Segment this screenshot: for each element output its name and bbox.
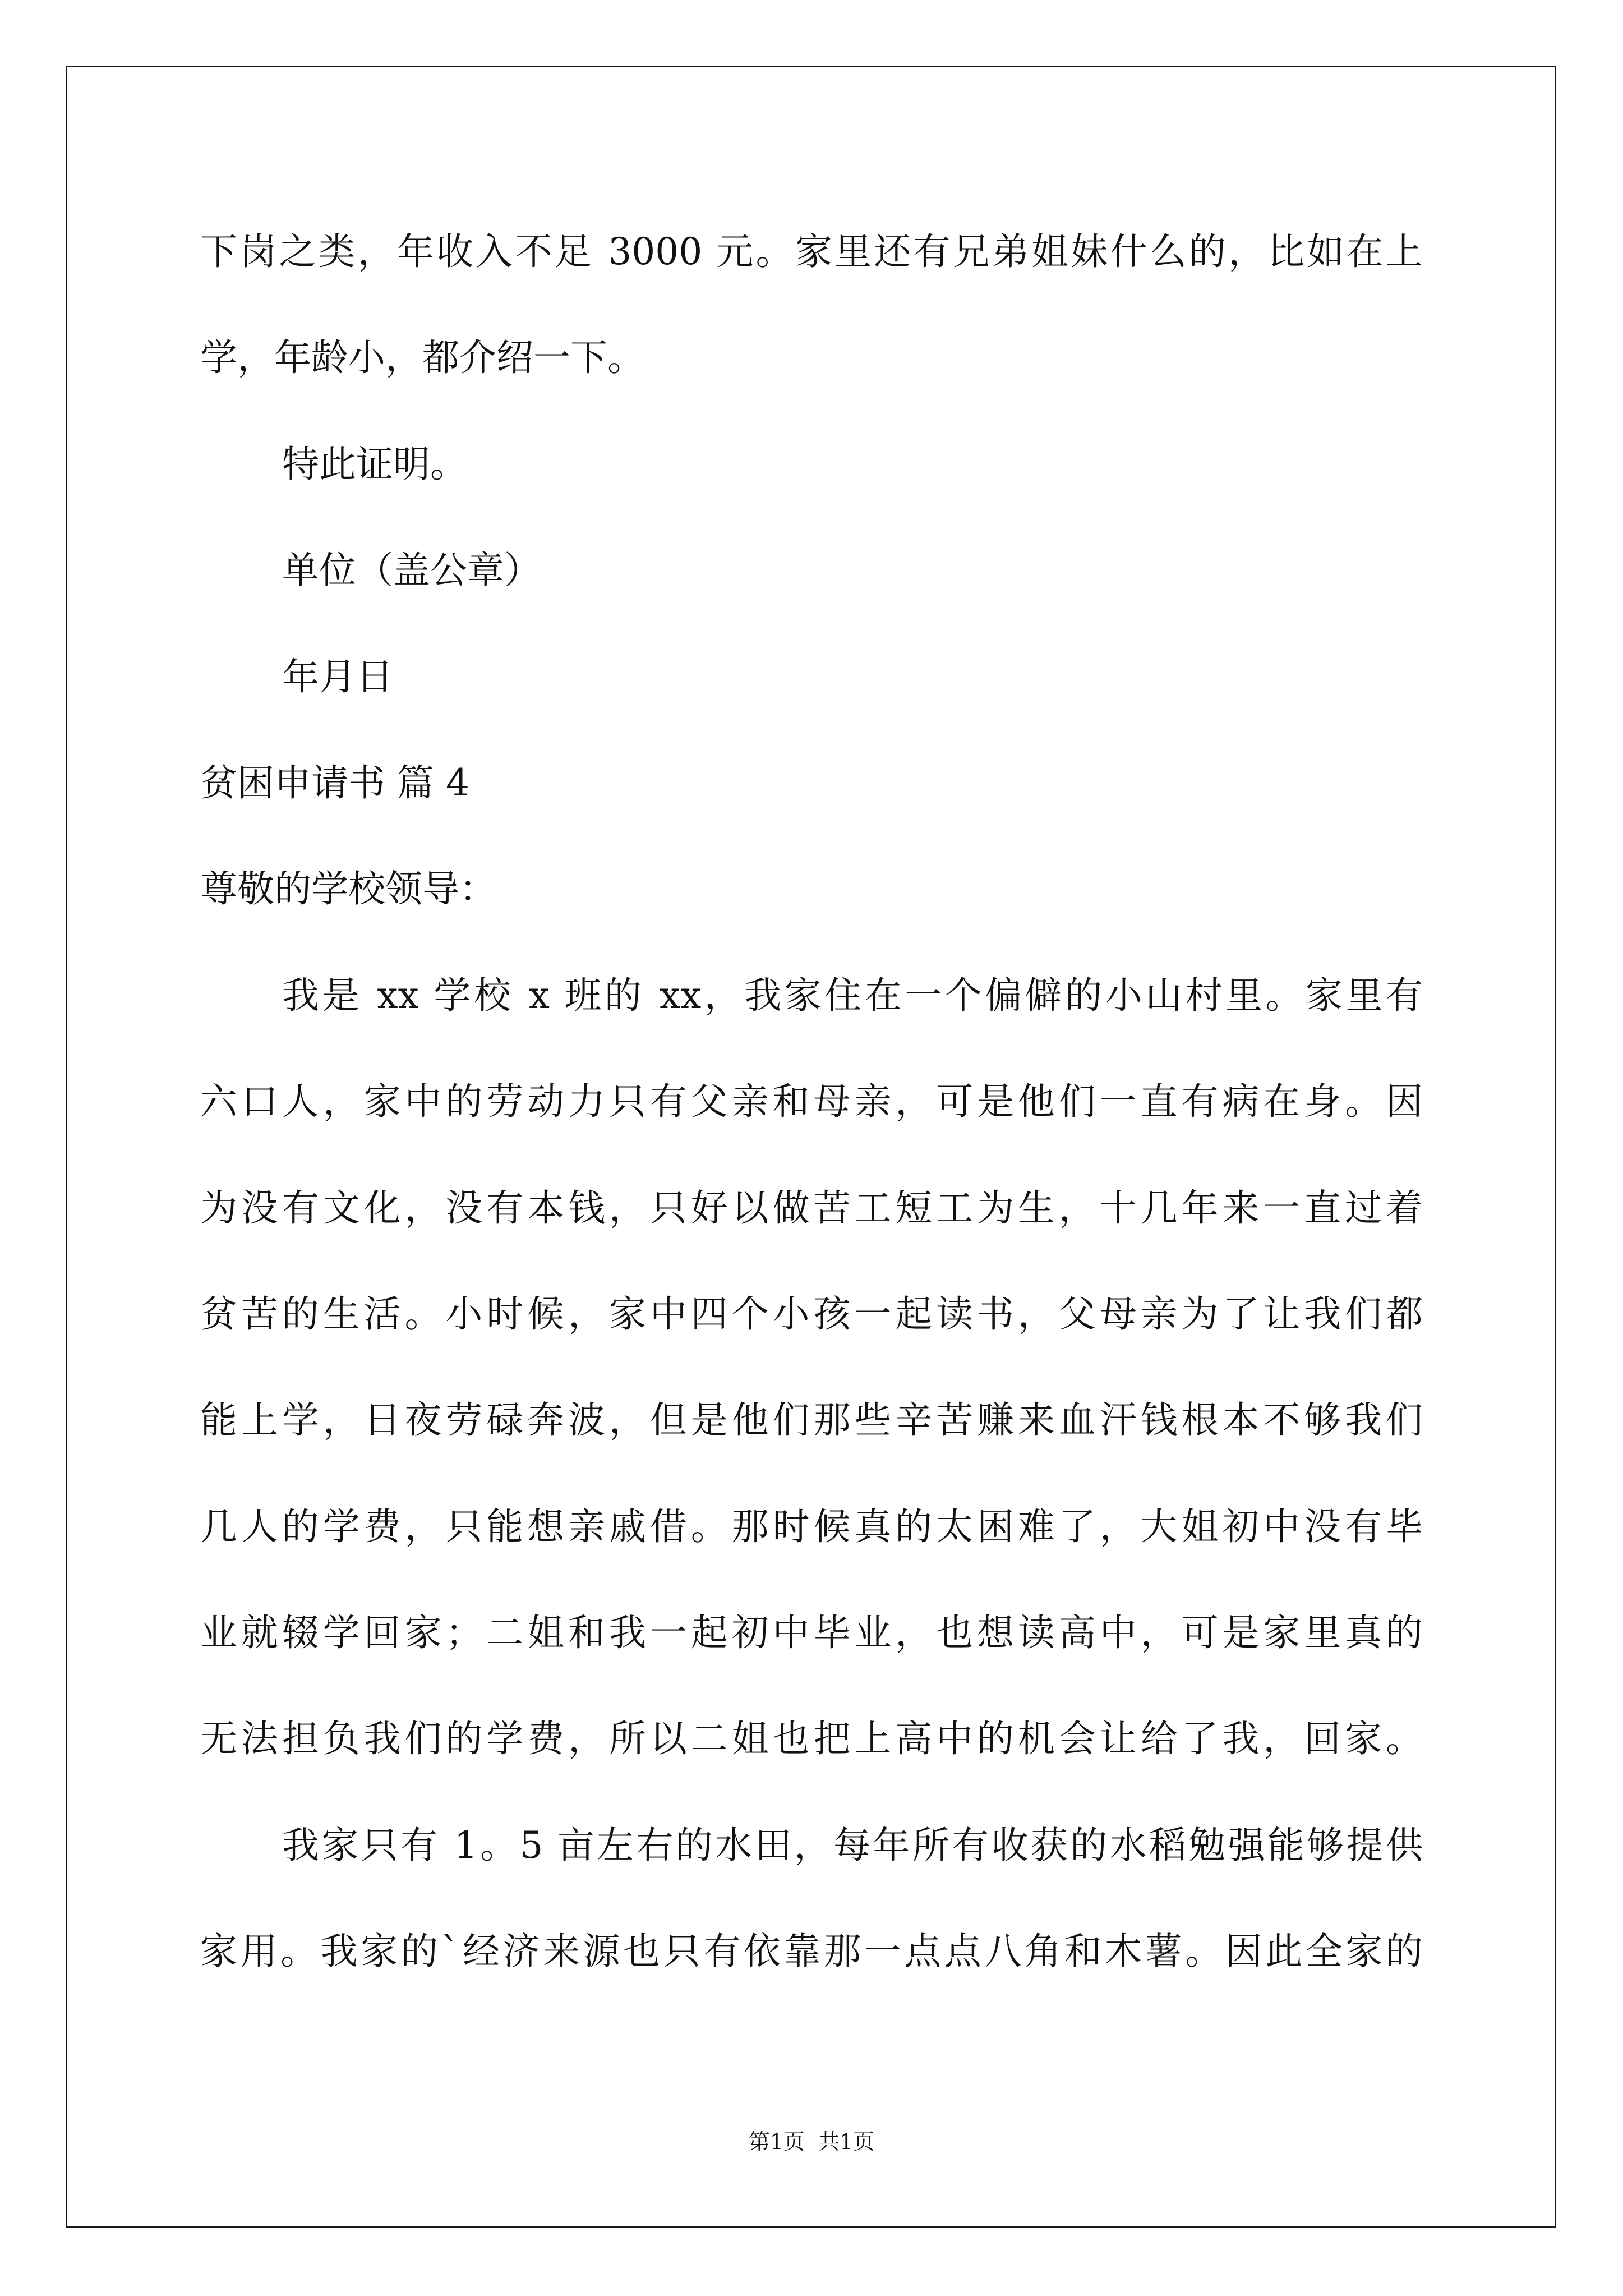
- page-content: [200, 199, 1423, 2005]
- text-line: 贫苦的生活。小时候，家中四个小孩一起读书，父母亲为了让我们都: [200, 1292, 1423, 1336]
- text-line: 学，年龄小，都介绍一下。: [200, 336, 644, 380]
- closing-statement: 特此证明。: [282, 442, 467, 486]
- section-heading: 贫困申请书 篇 4: [200, 761, 469, 804]
- text-line: 六口人，家中的劳动力只有父亲和母亲，可是他们一直有病在身。因: [200, 1080, 1423, 1124]
- text-line: 几人的学费，只能想亲戚借。那时候真的太困难了，大姐初中没有毕: [200, 1504, 1423, 1548]
- body-paragraph: [200, 1792, 1423, 2005]
- text-line: 为没有文化，没有本钱，只好以做苦工短工为生，十几年来一直过着: [200, 1186, 1423, 1230]
- text-line: 无法担负我们的学费，所以二姐也把上高中的机会让给了我，回家。: [200, 1717, 1423, 1761]
- text-line: 我是 xx 学校 x 班的 xx，我家住在一个偏僻的小山村里。家里有: [282, 973, 1423, 1017]
- signature-unit: 单位（盖公章）: [282, 549, 541, 592]
- text-line: 下岗之类，年收入不足 3000 元。家里还有兄弟姐妹什么的，比如在上: [200, 230, 1423, 273]
- page-number-footer: 第1页 共1页: [748, 2129, 875, 2154]
- text-line: 能上学，日夜劳碌奔波，但是他们那些辛苦赚来血汗钱根本不够我们: [200, 1398, 1423, 1442]
- intro-paragraph: [200, 199, 1423, 411]
- text-line: 业就辍学回家；二姐和我一起初中毕业，也想读高中，可是家里真的: [200, 1611, 1423, 1655]
- text-line: 我家只有 1。5 亩左右的水田，每年所有收获的水稻勉强能够提供: [282, 1823, 1423, 1867]
- salutation: 尊敬的学校领导：: [200, 867, 496, 911]
- body-paragraph: [200, 942, 1423, 1792]
- signature-date: 年月日: [282, 655, 393, 698]
- text-line: 家用。我家的`经济来源也只有依靠那一点点八角和木薯。因此全家的: [200, 1930, 1423, 1973]
